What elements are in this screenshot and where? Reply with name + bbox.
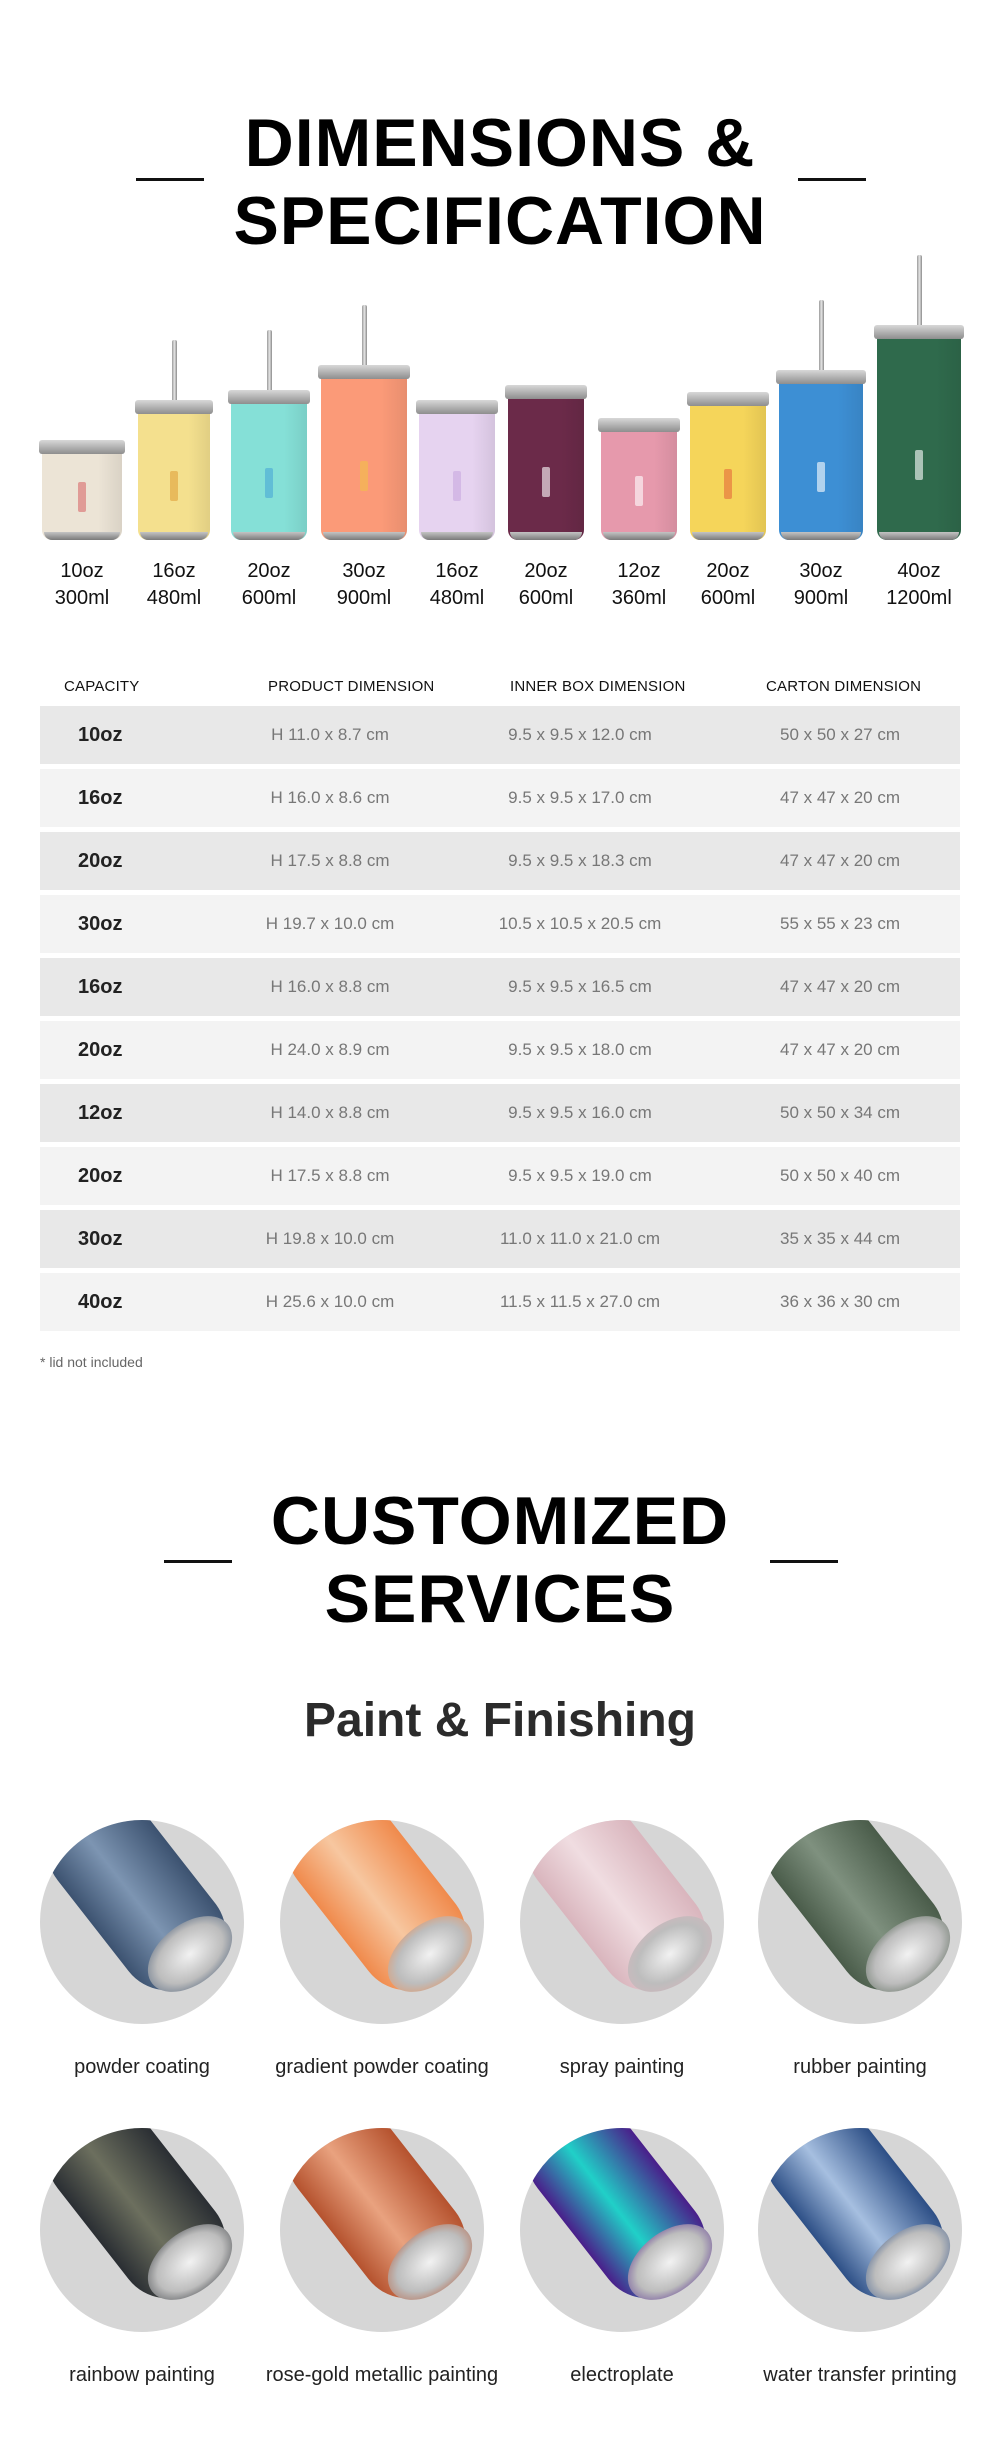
cell-carton-dimension: 36 x 36 x 30 cm — [779, 1292, 900, 1311]
size-ml: 1200ml — [886, 587, 952, 609]
tumbler-body — [321, 365, 407, 540]
table-row — [40, 1273, 960, 1331]
size-ml: 480ml — [146, 587, 202, 609]
tumbler-lid — [505, 385, 587, 399]
cell-product-dimension: H 17.5 x 8.8 cm — [270, 1166, 390, 1185]
size-oz: 20oz — [524, 560, 568, 582]
table-row — [40, 895, 960, 953]
tumbler-base — [323, 532, 405, 540]
size-oz: 12oz — [617, 560, 661, 582]
tumbler-lid — [776, 370, 866, 384]
cell-carton-dimension: 50 x 50 x 27 cm — [779, 725, 900, 744]
size-label-4 — [324, 558, 404, 612]
size-label-1 — [42, 558, 122, 612]
size-label-10 — [879, 558, 959, 612]
cell-product-dimension: H 25.6 x 10.0 cm — [265, 1292, 395, 1311]
size-oz: 40oz — [897, 560, 941, 582]
header-capacity: CAPACITY — [64, 678, 140, 695]
tumbler-logo-mark — [78, 482, 86, 512]
cell-inner-box-dimension: 9.5 x 9.5 x 12.0 cm — [508, 725, 652, 744]
finish-label: rose-gold metallic painting — [265, 2364, 499, 2386]
finish-option — [20, 2128, 260, 2408]
size-ml: 480ml — [429, 587, 485, 609]
cell-carton-dimension: 47 x 47 x 20 cm — [779, 977, 900, 996]
cell-inner-box-dimension: 9.5 x 9.5 x 19.0 cm — [508, 1166, 652, 1185]
tumbler-lid — [318, 365, 410, 379]
finish-option — [500, 1820, 740, 2100]
tumbler-lid — [135, 400, 213, 414]
tumbler-1 — [42, 440, 122, 540]
size-ml: 600ml — [518, 587, 574, 609]
finish-sample-circle — [280, 1820, 484, 2024]
cell-inner-box-dimension: 9.5 x 9.5 x 18.3 cm — [508, 851, 652, 870]
title-line-1: CUSTOMIZED — [270, 1483, 730, 1559]
cell-carton-dimension: 47 x 47 x 20 cm — [779, 788, 900, 807]
cell-product-dimension: H 19.8 x 10.0 cm — [265, 1229, 395, 1248]
cell-inner-box-dimension: 10.5 x 10.5 x 20.5 cm — [498, 914, 662, 933]
finish-sample-circle — [40, 1820, 244, 2024]
finish-sample-circle — [520, 2128, 724, 2332]
size-label-7 — [599, 558, 679, 612]
tumbler-base — [603, 532, 675, 540]
size-oz: 10oz — [60, 560, 104, 582]
tumbler-4 — [321, 305, 407, 540]
tumbler-body — [690, 392, 766, 540]
finish-option — [738, 2128, 978, 2408]
tumbler-logo-mark — [817, 462, 825, 492]
title-line-2: SERVICES — [324, 1561, 676, 1637]
tumbler-10 — [877, 255, 961, 540]
tumbler-logo-mark — [453, 471, 461, 501]
finish-option — [20, 1820, 260, 2100]
tumbler-8 — [690, 392, 766, 540]
table-body — [40, 706, 960, 1331]
tumbler-logo-mark — [360, 461, 368, 491]
cell-capacity: 30oz — [78, 1228, 123, 1250]
finish-label: spray painting — [559, 2056, 685, 2078]
table-row — [40, 706, 960, 764]
size-oz: 20oz — [706, 560, 750, 582]
finish-label: powder coating — [74, 2056, 210, 2078]
size-ml: 900ml — [336, 587, 392, 609]
cell-inner-box-dimension: 11.5 x 11.5 x 27.0 cm — [499, 1292, 660, 1311]
tumbler-logo-mark — [542, 467, 550, 497]
tumbler-body — [779, 370, 863, 540]
tumbler-base — [140, 532, 208, 540]
size-label-9 — [781, 558, 861, 612]
size-oz: 30oz — [342, 560, 386, 582]
finish-label: electroplate — [570, 2364, 674, 2386]
table-row — [40, 769, 960, 827]
tumbler-lid — [228, 390, 310, 404]
tumbler-lid — [874, 325, 964, 339]
finish-option — [738, 1820, 978, 2100]
cell-product-dimension: H 16.0 x 8.6 cm — [270, 788, 390, 807]
tumbler-9 — [779, 300, 863, 540]
finish-sample-circle — [758, 2128, 962, 2332]
tumbler-logo-mark — [915, 450, 923, 480]
cell-product-dimension: H 17.5 x 8.8 cm — [270, 851, 390, 870]
cell-capacity: 20oz — [78, 1039, 123, 1061]
size-ml: 360ml — [611, 587, 667, 609]
cell-capacity: 20oz — [78, 1165, 123, 1187]
tumbler-body — [231, 390, 307, 540]
tumbler-base — [44, 532, 120, 540]
cell-inner-box-dimension: 11.0 x 11.0 x 21.0 cm — [499, 1229, 660, 1248]
finish-option — [260, 2128, 500, 2408]
title-line-2: SPECIFICATION — [233, 183, 767, 259]
cell-capacity: 12oz — [78, 1102, 123, 1124]
cell-product-dimension: H 11.0 x 8.7 cm — [271, 725, 389, 744]
table-row — [40, 832, 960, 890]
table-row — [40, 958, 960, 1016]
size-ml: 600ml — [241, 587, 297, 609]
cell-carton-dimension: 55 x 55 x 23 cm — [779, 914, 900, 933]
tumbler-base — [692, 532, 764, 540]
finish-sample-circle — [280, 2128, 484, 2332]
cell-inner-box-dimension: 9.5 x 9.5 x 16.0 cm — [508, 1103, 652, 1122]
finish-label: gradient powder coating — [275, 2056, 489, 2078]
size-ml: 300ml — [54, 587, 110, 609]
subtitle-paint-finishing: Paint & Finishing — [304, 1694, 696, 1747]
finish-sample-circle — [520, 1820, 724, 2024]
tumbler-7 — [601, 418, 677, 540]
cell-inner-box-dimension: 9.5 x 9.5 x 16.5 cm — [508, 977, 652, 996]
tumbler-body — [508, 385, 584, 540]
cell-capacity: 10oz — [78, 724, 123, 746]
tumbler-lid — [39, 440, 125, 454]
size-label-2 — [134, 558, 214, 612]
cell-capacity: 16oz — [78, 787, 123, 809]
finish-option — [260, 1820, 500, 2100]
finish-option — [500, 2128, 740, 2408]
finish-sample-circle — [758, 1820, 962, 2024]
cell-capacity: 20oz — [78, 850, 123, 872]
cell-product-dimension: H 14.0 x 8.8 cm — [270, 1103, 390, 1122]
tumbler-logo-mark — [635, 476, 643, 506]
table-row — [40, 1210, 960, 1268]
cell-carton-dimension: 47 x 47 x 20 cm — [779, 1040, 900, 1059]
cell-carton-dimension: 47 x 47 x 20 cm — [779, 851, 900, 870]
cell-inner-box-dimension: 9.5 x 9.5 x 18.0 cm — [508, 1040, 652, 1059]
cell-inner-box-dimension: 9.5 x 9.5 x 17.0 cm — [508, 788, 652, 807]
tumbler-lid — [687, 392, 769, 406]
cell-product-dimension: H 19.7 x 10.0 cm — [265, 914, 395, 933]
header-product-dimension: PRODUCT DIMENSION — [268, 678, 435, 695]
tumbler-base — [510, 532, 582, 540]
size-oz: 16oz — [435, 560, 479, 582]
tumbler-logo-mark — [170, 471, 178, 501]
cell-product-dimension: H 24.0 x 8.9 cm — [270, 1040, 390, 1059]
tumbler-2 — [138, 340, 210, 540]
cell-carton-dimension: 35 x 35 x 44 cm — [779, 1229, 900, 1248]
tumbler-body — [877, 325, 961, 540]
cell-carton-dimension: 50 x 50 x 34 cm — [779, 1103, 900, 1122]
tumbler-base — [233, 532, 305, 540]
tumbler-base — [421, 532, 493, 540]
tumbler-6 — [508, 385, 584, 540]
tumbler-3 — [231, 330, 307, 540]
size-oz: 20oz — [247, 560, 291, 582]
footnote: * lid not included — [40, 1354, 143, 1370]
size-label-6 — [506, 558, 586, 612]
section-title-customized — [0, 1482, 1000, 1638]
finish-label: rubber painting — [793, 2056, 927, 2078]
header-carton-dimension: CARTON DIMENSION — [766, 678, 922, 695]
cell-capacity: 40oz — [78, 1291, 123, 1313]
cell-capacity: 30oz — [78, 913, 123, 935]
size-oz: 30oz — [799, 560, 843, 582]
tumbler-logo-mark — [724, 469, 732, 499]
tumbler-base — [879, 532, 959, 540]
table-header — [40, 670, 960, 706]
table-row — [40, 1147, 960, 1205]
section-title-dimensions — [0, 104, 1000, 260]
size-label-3 — [229, 558, 309, 612]
tumbler-lid — [598, 418, 680, 432]
tumbler-base — [781, 532, 861, 540]
table-row — [40, 1021, 960, 1079]
tumbler-5 — [419, 400, 495, 540]
title-line-1: DIMENSIONS & — [244, 105, 756, 181]
size-ml: 900ml — [793, 587, 849, 609]
header-inner-box-dimension: INNER BOX DIMENSION — [510, 678, 686, 695]
cell-product-dimension: H 16.0 x 8.8 cm — [270, 977, 390, 996]
tumbler-logo-mark — [265, 468, 273, 498]
size-label-8 — [688, 558, 768, 612]
spec-table — [40, 670, 960, 1336]
table-row — [40, 1084, 960, 1142]
finish-label: rainbow painting — [69, 2364, 215, 2386]
size-oz: 16oz — [152, 560, 196, 582]
finish-label: water transfer printing — [763, 2364, 957, 2386]
finish-sample-circle — [40, 2128, 244, 2332]
tumbler-lineup — [30, 260, 970, 540]
size-label-5 — [417, 558, 497, 612]
size-ml: 600ml — [700, 587, 756, 609]
tumbler-lid — [416, 400, 498, 414]
cell-carton-dimension: 50 x 50 x 40 cm — [779, 1166, 900, 1185]
cell-capacity: 16oz — [78, 976, 123, 998]
